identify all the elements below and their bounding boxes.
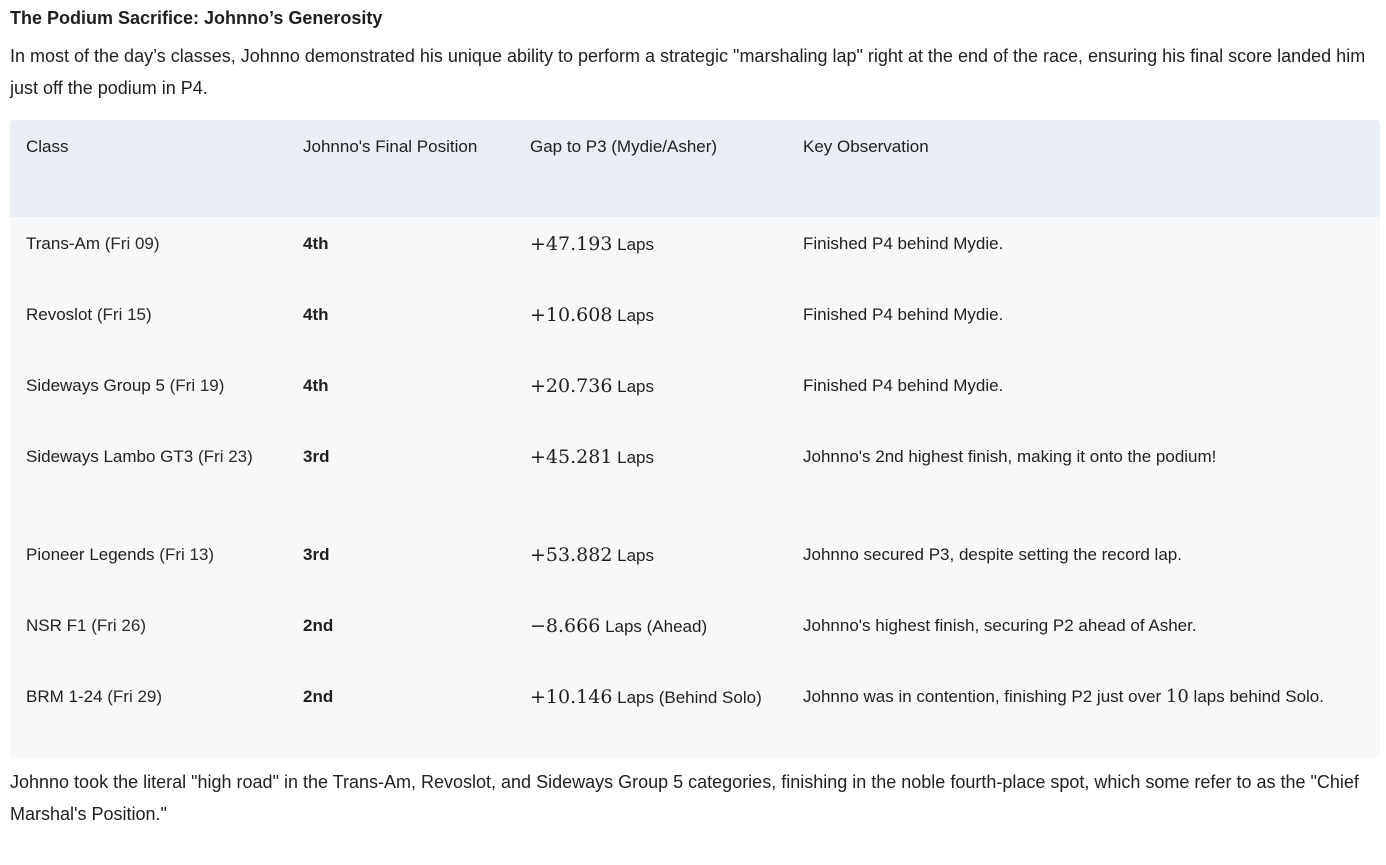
table-row xyxy=(10,217,1380,288)
gap-cell xyxy=(514,288,787,359)
class-date: (Fri 09) xyxy=(104,234,160,253)
gap-unit: Laps (Behind Solo) xyxy=(617,688,762,707)
results-table xyxy=(10,120,1380,758)
observation-cell: Johnno's 2nd highest finish, making it onto the podium! xyxy=(803,447,1217,466)
observation-cell: Finished P4 behind Mydie. xyxy=(803,376,1004,395)
gap-unit: Laps xyxy=(617,546,655,565)
class-cell xyxy=(10,528,287,599)
class-date: (Fri 26) xyxy=(91,616,146,635)
table-row xyxy=(10,430,1380,528)
gap-value: −8.666 xyxy=(530,615,601,637)
gap-value: +53.882 xyxy=(530,544,613,566)
observation-cell: Finished P4 behind Mydie. xyxy=(803,234,1004,253)
gap-value: +45.281 xyxy=(530,446,613,468)
gap-value: +20.736 xyxy=(530,375,613,397)
class-date: (Fri 29) xyxy=(107,687,163,706)
observation-text: laps behind Solo. xyxy=(1193,687,1324,706)
gap-unit: Laps xyxy=(617,235,655,254)
class-cell xyxy=(10,430,287,528)
class-date: (Fri 15) xyxy=(96,305,152,324)
class-name: Sideways Group 5 xyxy=(26,376,165,395)
class-name: Sideways Lambo GT3 xyxy=(26,447,194,466)
position-cell: 3rd xyxy=(303,447,330,466)
class-cell xyxy=(10,288,287,359)
observation-cell xyxy=(787,670,1380,758)
gap-value: +10.146 xyxy=(530,686,613,708)
class-cell xyxy=(10,599,287,670)
gap-cell xyxy=(514,528,787,599)
footer-paragraph: Johnno took the literal "high road" in the Trans-Am, Revoslot, and Sideways Group 5 categories, finishing in the noble fourth-place spot, which some refer to as the "Chief Marshal's Position." xyxy=(10,772,1359,824)
header-gap: Gap to P3 (Mydie/Asher) xyxy=(530,137,718,156)
position-cell: 4th xyxy=(303,376,329,395)
class-name: BRM 1-24 xyxy=(26,687,103,706)
class-name: Trans-Am xyxy=(26,234,100,253)
position-cell: 2nd xyxy=(303,687,334,706)
results-table-container xyxy=(10,120,1380,758)
observation-cell: Johnno secured P3, despite setting the record lap. xyxy=(803,545,1182,564)
header-class: Class xyxy=(26,137,69,156)
gap-cell xyxy=(514,670,787,758)
gap-unit: Laps xyxy=(617,306,655,325)
class-cell xyxy=(10,670,287,758)
section-title: The Podium Sacrifice: Johnno’s Generosity xyxy=(10,8,383,28)
gap-cell xyxy=(514,430,787,528)
class-date: (Fri 13) xyxy=(159,545,215,564)
class-cell xyxy=(10,217,287,288)
gap-unit: Laps (Ahead) xyxy=(605,617,708,636)
class-name: NSR F1 xyxy=(26,616,87,635)
class-name: Pioneer Legends xyxy=(26,545,155,564)
gap-cell xyxy=(514,359,787,430)
gap-cell xyxy=(514,217,787,288)
gap-unit: Laps xyxy=(617,448,655,467)
gap-unit: Laps xyxy=(617,377,655,396)
observation-number: 10 xyxy=(1165,686,1189,707)
observation-cell: Finished P4 behind Mydie. xyxy=(803,305,1004,324)
observation-text: Johnno was in contention, finishing P2 just over xyxy=(803,687,1162,706)
observation-cell: Johnno's highest finish, securing P2 ahead of Asher. xyxy=(803,616,1197,635)
class-name: Revoslot xyxy=(26,305,93,324)
header-final-position: Johnno's Final Position xyxy=(303,137,478,156)
table-header-row xyxy=(10,120,1380,217)
gap-value: +47.193 xyxy=(530,233,613,255)
intro-paragraph: In most of the day’s classes, Johnno demonstrated his unique ability to perform a strategic "marshaling lap" right at the end of the race, ensuring his final score landed him just off the podium in P4. xyxy=(10,46,1366,98)
class-cell xyxy=(10,359,287,430)
position-cell: 3rd xyxy=(303,545,330,564)
class-date: (Fri 19) xyxy=(169,376,225,395)
gap-cell xyxy=(514,599,787,670)
gap-value: +10.608 xyxy=(530,304,613,326)
table-row xyxy=(10,670,1380,758)
header-observation: Key Observation xyxy=(803,137,929,156)
position-cell: 2nd xyxy=(303,616,334,635)
table-row xyxy=(10,359,1380,430)
class-date: (Fri 23) xyxy=(197,447,253,466)
table-row xyxy=(10,528,1380,599)
content xyxy=(10,0,1380,830)
position-cell: 4th xyxy=(303,234,329,253)
position-cell: 4th xyxy=(303,305,329,324)
table-row xyxy=(10,288,1380,359)
table-row xyxy=(10,599,1380,670)
